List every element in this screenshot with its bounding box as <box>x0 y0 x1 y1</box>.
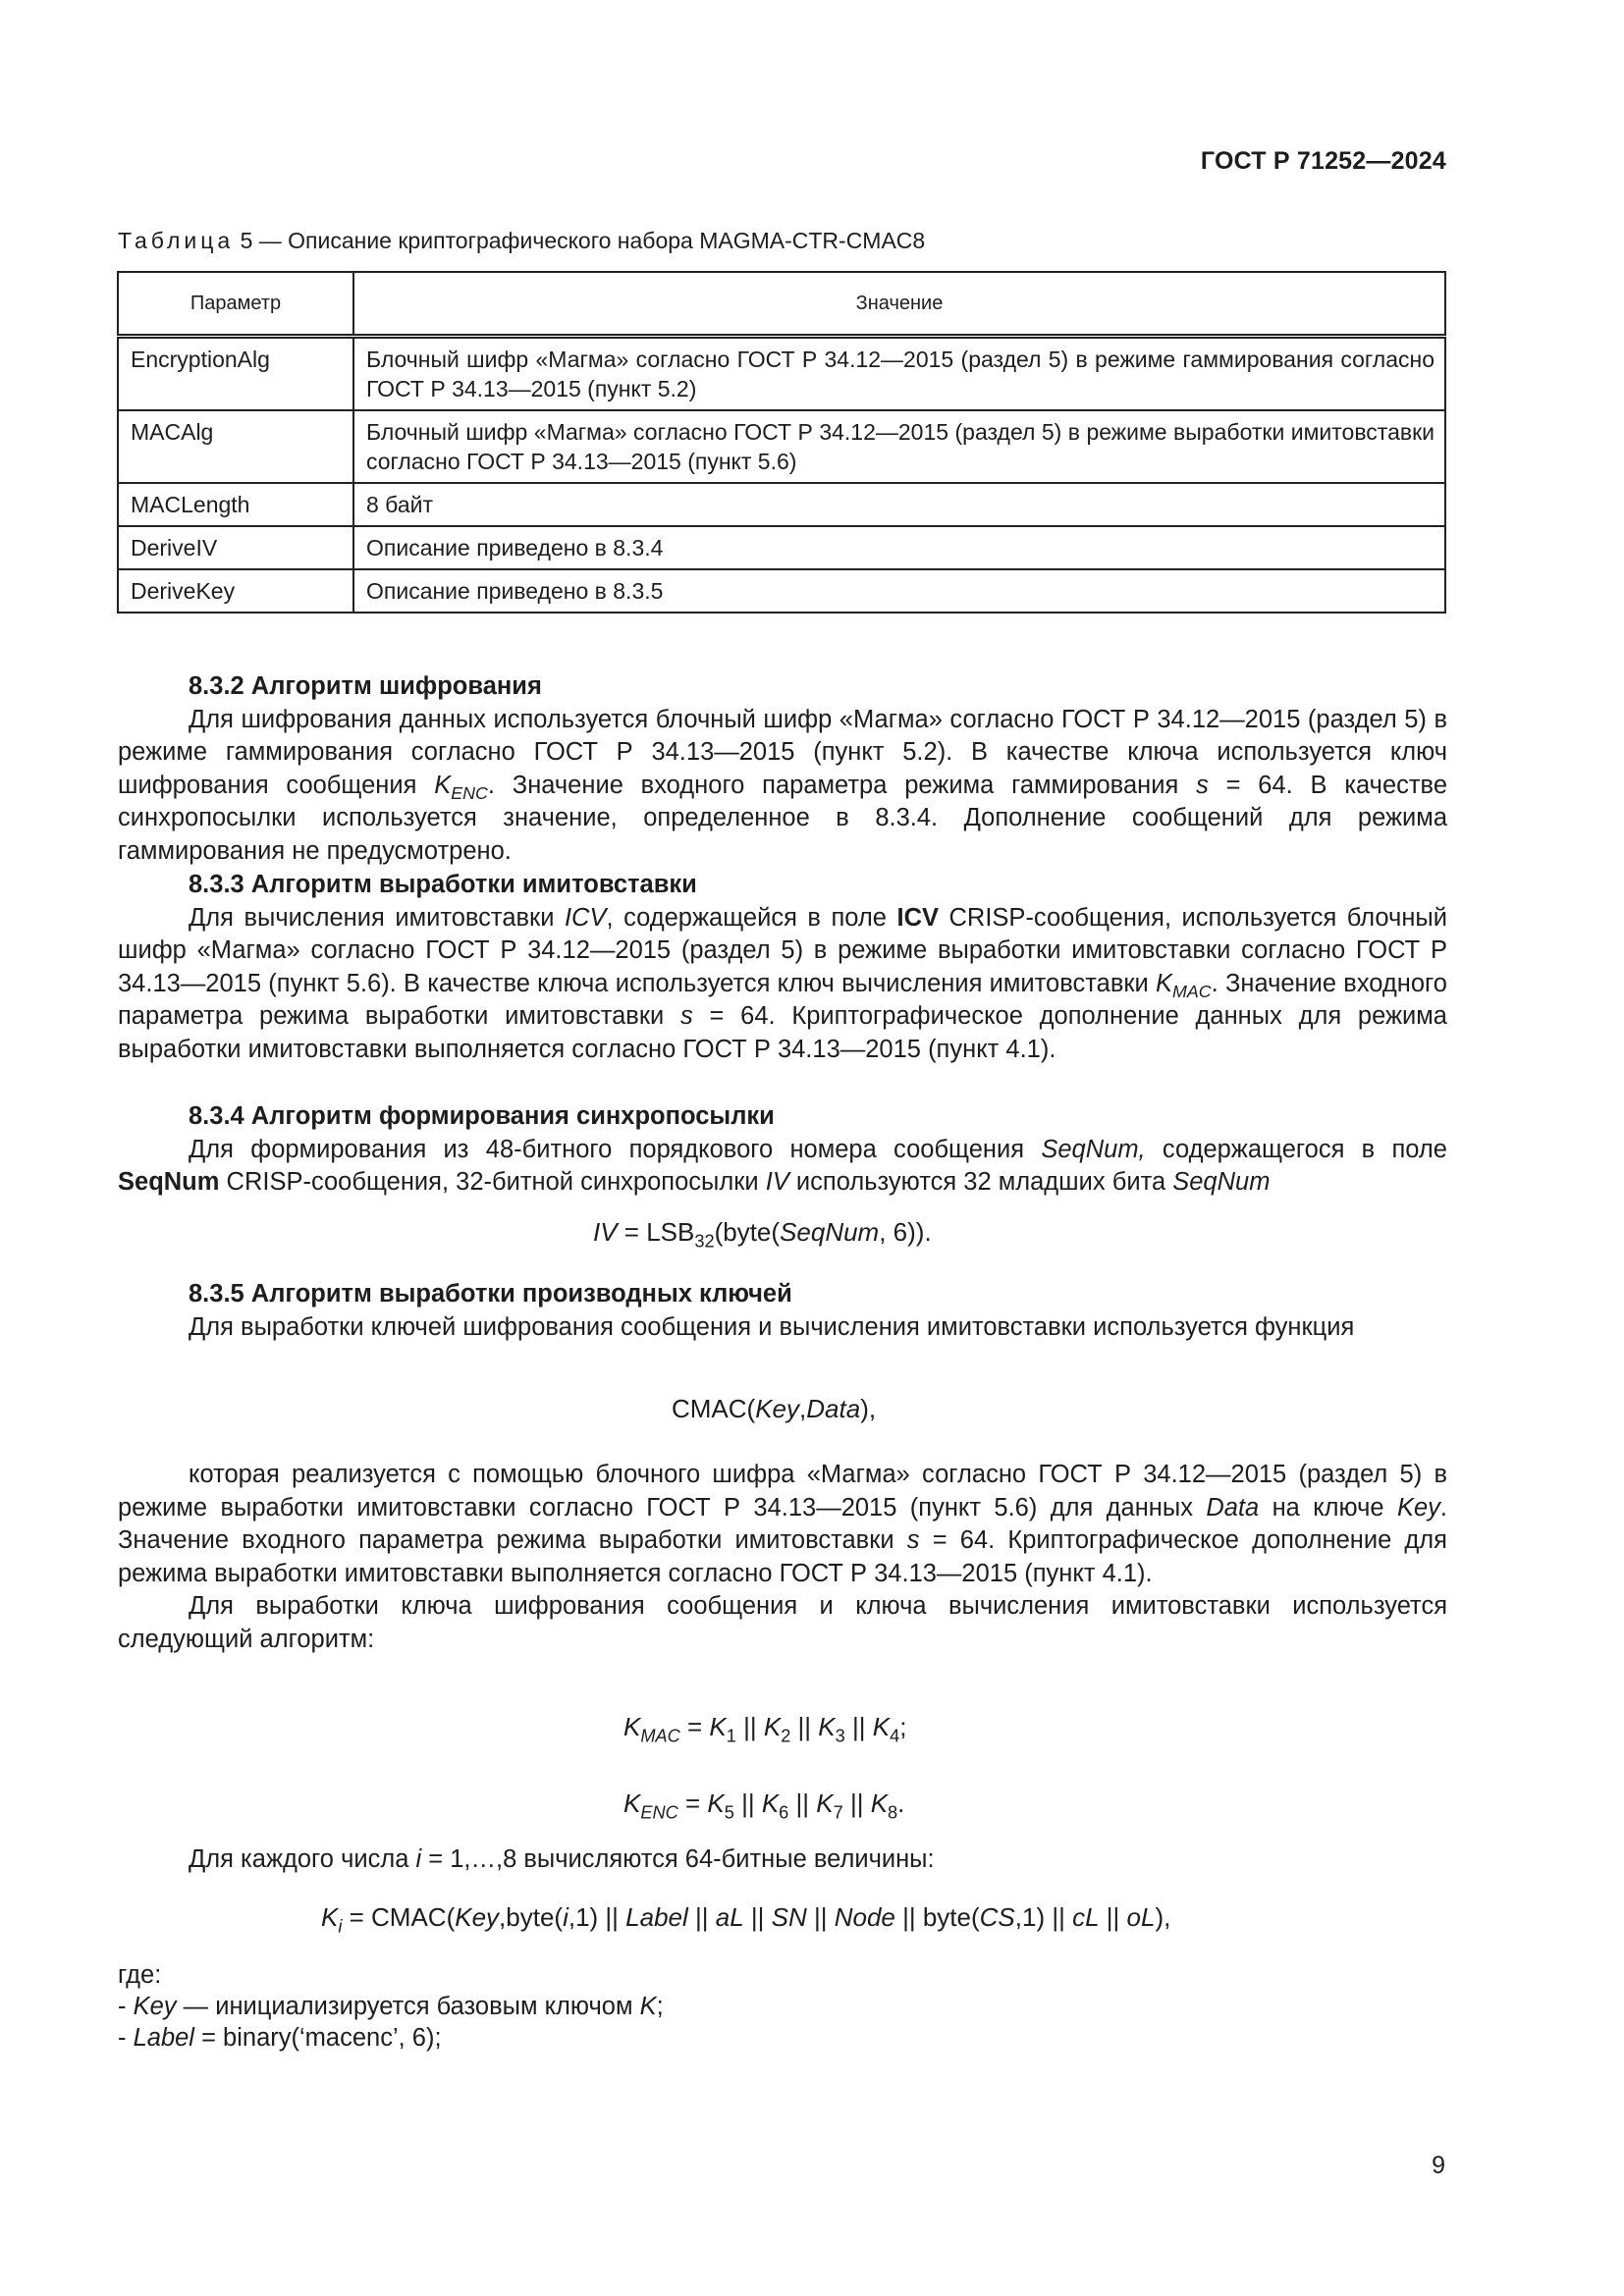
formula-subscript: 3 <box>835 1726 845 1746</box>
paragraph <box>118 704 1447 869</box>
text-run: на ключе <box>1259 1493 1397 1522</box>
column-header-value: Значение <box>353 272 1445 337</box>
formula-subscript: 7 <box>833 1802 843 1823</box>
text-run: Для формирования из 48-битного порядкового номера сообщения <box>189 1135 1042 1163</box>
param-cell: MACLength <box>118 483 353 526</box>
paragraph-ki-intro <box>118 1843 1447 1877</box>
symbol-k: K <box>761 1789 780 1818</box>
symbol-icv: ICV <box>564 903 607 932</box>
page-number: 9 <box>1432 2152 1445 2179</box>
formula-text: || <box>1099 1902 1127 1932</box>
text-run: ; <box>656 1993 664 2020</box>
symbol-ol: oL <box>1126 1902 1156 1932</box>
formula-subscript: 4 <box>890 1726 900 1746</box>
formula-text: ,byte( <box>499 1902 564 1932</box>
formula-text: , <box>799 1394 807 1423</box>
symbol-key: Key <box>755 1394 800 1423</box>
text-run: = 64. Криптографическое дополнение данных для режима выработки имитовставки выполняется согласно ГОСТ Р 34.13—2015 (пункт 4.1). <box>118 1002 1447 1063</box>
text-run: . Значение входного параметра режима выработки имитовставки <box>118 969 1447 1030</box>
text-run: = binary(‘macenc’, 6); <box>193 2024 442 2052</box>
symbol-subscript: ENC <box>640 1802 678 1823</box>
text-run: Для шифрования данных используется блочный шифр «Магма» согласно ГОСТ Р 34.12—2015 (раздел 5) в режиме гаммирования согласно ГОСТ Р 34.13—2015 (пункт 5.2). В качестве ключа используется ключ шифрования сообщения <box>118 705 1447 799</box>
where-label: где: <box>118 1961 162 1989</box>
symbol-al: aL <box>715 1902 744 1932</box>
table-header-row <box>118 272 1445 337</box>
crypto-suite-table <box>117 271 1446 614</box>
symbol-data: Data <box>806 1394 861 1423</box>
formula-text: ), <box>1155 1902 1171 1932</box>
section-heading: 8.3.4 Алгоритм формирования синхропосылки <box>189 1102 775 1130</box>
table-row <box>118 526 1445 569</box>
text-run: используются 32 младших бита <box>788 1168 1173 1196</box>
symbol-k: K <box>870 1789 889 1818</box>
symbol-data: Data <box>1206 1493 1260 1522</box>
formula-ki <box>321 1902 1171 1937</box>
symbol-k: K <box>623 1712 641 1741</box>
symbol-node: Node <box>834 1902 895 1932</box>
symbol-sn: SN <box>771 1902 807 1932</box>
symbol-k: K <box>709 1712 727 1741</box>
symbol-s: s <box>680 1002 693 1030</box>
paragraph <box>118 1134 1447 1200</box>
symbol-subscript: MAC <box>1172 981 1212 1001</box>
section-8-3-2 <box>118 670 1447 868</box>
text-run: содержащегося в поле <box>1145 1135 1447 1163</box>
formula-text: ), <box>860 1394 877 1423</box>
section-8-3-3 <box>118 869 1447 1066</box>
formula-text: || <box>842 1789 871 1818</box>
param-cell: DeriveIV <box>118 526 353 569</box>
value-cell: 8 байт <box>353 483 1445 526</box>
symbol-key: Key <box>455 1902 500 1932</box>
text-run: = 64. Криптографическое дополнение для режима выработки имитовставки выполняется согласно ГОСТ Р 34.13—2015 (пункт 4.1). <box>118 1526 1447 1587</box>
text-run: , содержащейся в поле <box>606 903 897 932</box>
value-cell: Блочный шифр «Магма» согласно ГОСТ Р 34.12—2015 (раздел 5) в режиме выработки имитовставки согласно ГОСТ Р 34.13—2015 (пункт 5.6) <box>353 410 1445 483</box>
field-name-seqnum: SeqNum <box>118 1168 220 1196</box>
table-row <box>118 410 1445 483</box>
formula-text: || byte( <box>894 1902 980 1932</box>
param-cell: DeriveKey <box>118 569 353 613</box>
symbol-label: Label <box>625 1902 688 1932</box>
table-caption <box>118 228 925 254</box>
text-run: = 64. В качестве синхропосылки используется значение, определенное в 8.3.4. Дополнение сообщений для режима гаммирования не предусмотрено. <box>118 771 1447 865</box>
field-name-icv: ICV <box>896 903 939 932</box>
symbol-subscript: MAC <box>640 1726 680 1746</box>
table-row <box>118 569 1445 613</box>
paragraph: Для выработки ключа шифрования сообщения и ключа вычисления имитовставки используется следующий алгоритм: <box>118 1592 1447 1653</box>
symbol-k: K <box>321 1902 339 1932</box>
text-run: = 1,…,8 вычисляются 64-битные величины: <box>421 1845 935 1873</box>
symbol-label: Label <box>133 2024 194 2052</box>
symbol-k: K <box>816 1789 834 1818</box>
symbol-key: Key <box>133 1993 177 2020</box>
symbol-k: K <box>1156 969 1173 997</box>
formula-text: || <box>733 1789 762 1818</box>
formula-kmac <box>623 1712 907 1746</box>
symbol-iv: IV <box>593 1217 618 1247</box>
formula-subscript: 32 <box>694 1231 715 1252</box>
value-cell: Описание приведено в 8.3.4 <box>353 526 1445 569</box>
text-run: . Значение входного параметра режима выработки имитовставки <box>118 1493 1447 1554</box>
symbol-seqnum: SeqNum, <box>1041 1135 1146 1163</box>
formula-iv <box>593 1217 932 1252</box>
list-item <box>118 2024 442 2053</box>
section-8-3-5 <box>118 1278 1447 1344</box>
formula-text: || <box>790 1712 819 1741</box>
param-cell: EncryptionAlg <box>118 337 353 411</box>
symbol-k: K <box>639 1993 657 2020</box>
symbol-subscript: ENC <box>451 782 488 803</box>
text-run: которая реализуется с помощью блочного шифра «Магма» согласно ГОСТ Р 34.12—2015 (раздел 5) в режиме выработки имитовставки согласно ГОСТ Р 34.13—2015 (пункт 5.6) для данных <box>118 1461 1447 1522</box>
text-run: . Значение входного параметра режима гаммирования <box>487 771 1197 799</box>
table-row <box>118 483 1445 526</box>
text-run: — инициализируется базовым ключом <box>176 1993 640 2020</box>
formula-text: , 6)). <box>879 1217 932 1247</box>
section-heading: 8.3.5 Алгоритм выработки производных ключей <box>189 1280 792 1308</box>
formula-text: || <box>743 1902 772 1932</box>
formula-text: || <box>844 1712 873 1741</box>
formula-cmac <box>672 1394 876 1424</box>
formula-text: || <box>806 1902 835 1932</box>
symbol-subscript: i <box>338 1916 343 1937</box>
column-header-param: Параметр <box>118 272 353 337</box>
text-run: Для вычисления имитовставки <box>189 903 565 932</box>
symbol-iv: IV <box>765 1168 789 1196</box>
table-caption-text: 5 — Описание криптографического набора MAGMA-CTR-CMAC8 <box>234 228 926 253</box>
symbol-k: K <box>434 771 452 799</box>
text-run: CRISP-сообщения, 32-битной синхропосылки <box>219 1168 766 1196</box>
symbol-k: K <box>623 1789 641 1818</box>
formula-text: CMAC( <box>672 1394 756 1423</box>
table-row <box>118 337 1445 411</box>
formula-text: ; <box>899 1712 907 1741</box>
value-cell: Блочный шифр «Магма» согласно ГОСТ Р 34.12—2015 (раздел 5) в режиме гаммирования согласно ГОСТ Р 34.13—2015 (пункт 5.2) <box>353 337 1445 411</box>
text-run: Для каждого числа <box>189 1845 416 1873</box>
symbol-seqnum: SeqNum <box>1172 1168 1271 1196</box>
formula-text: || <box>788 1789 817 1818</box>
symbol-cl: cL <box>1072 1902 1100 1932</box>
formula-text: = <box>677 1789 708 1818</box>
list-dash: - <box>118 1993 134 2020</box>
symbol-s: s <box>1196 771 1209 799</box>
symbol-cs: CS <box>979 1902 1015 1932</box>
symbol-i: i <box>415 1845 422 1873</box>
formula-text: || <box>735 1712 764 1741</box>
param-cell: MACAlg <box>118 410 353 483</box>
formula-text: || <box>687 1902 716 1932</box>
paragraph <box>118 902 1447 1067</box>
symbol-key: Key <box>1396 1493 1440 1522</box>
symbol-k: K <box>707 1789 725 1818</box>
table-caption-label: Таблица <box>118 228 235 253</box>
symbol-seqnum: SeqNum <box>780 1217 880 1247</box>
symbol-i: i <box>563 1902 568 1932</box>
symbol-s: s <box>906 1526 920 1554</box>
formula-text: . <box>897 1789 905 1818</box>
formula-kenc <box>623 1789 905 1823</box>
formula-text: = CMAC( <box>342 1902 456 1932</box>
formula-subscript: 8 <box>888 1802 898 1823</box>
symbol-k: K <box>818 1712 836 1741</box>
paragraph: Для выработки ключей шифрования сообщения и вычисления имитовставки используется функция <box>189 1312 1355 1341</box>
list-dash: - <box>118 2024 134 2052</box>
formula-subscript: 2 <box>781 1726 791 1746</box>
section-8-3-5-cont <box>118 1459 1447 1656</box>
standard-number: ГОСТ Р 71252—2024 <box>1200 147 1446 175</box>
formula-text: ,1) || <box>568 1902 626 1932</box>
list-item <box>118 1993 664 2021</box>
formula-subscript: 6 <box>779 1802 789 1823</box>
symbol-k: K <box>872 1712 891 1741</box>
text-run: CRISP-сообщения, используется блочный шифр «Магма» согласно ГОСТ Р 34.12—2015 (раздел 5) в режиме выработки имитовставки согласно ГОСТ Р 34.13—2015 (пункт 5.6). В качестве ключа используется ключ вычисления имитовставки <box>118 903 1447 997</box>
section-heading: 8.3.2 Алгоритм шифрования <box>189 672 542 700</box>
paragraph <box>118 1843 1447 1877</box>
formula-text: = LSB <box>617 1217 695 1247</box>
section-heading: 8.3.3 Алгоритм выработки имитовставки <box>189 871 697 898</box>
section-8-3-4 <box>118 1100 1447 1200</box>
value-cell: Описание приведено в 8.3.5 <box>353 569 1445 613</box>
symbol-k: K <box>763 1712 782 1741</box>
formula-subscript: 5 <box>724 1802 734 1823</box>
formula-text: = <box>679 1712 710 1741</box>
paragraph <box>118 1459 1447 1590</box>
formula-text: ,1) || <box>1014 1902 1073 1932</box>
formula-subscript: 1 <box>726 1726 736 1746</box>
formula-text: (byte( <box>714 1217 781 1247</box>
